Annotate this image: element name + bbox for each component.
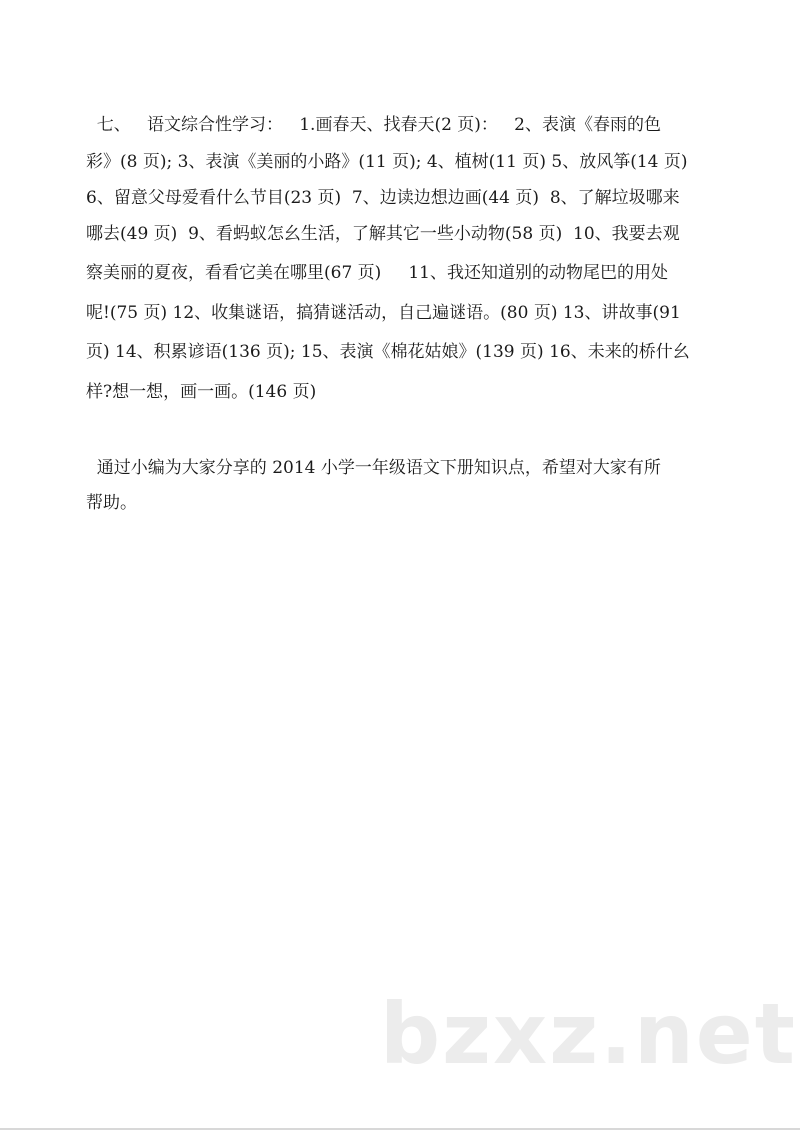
- section7-line: 页) 14、积累谚语(136 页); 15、表演《棉花姑娘》(139 页) 16、未来的桥什幺: [86, 342, 690, 362]
- closing-line: 帮助。: [86, 493, 137, 513]
- section7-line: 样?想一想，画一画。(146 页): [86, 382, 317, 402]
- section7-line: 彩》(8 页); 3、表演《美丽的小路》(11 页); 4、植树(11 页) 5、放风筝(14 页): [86, 152, 688, 172]
- watermark-logo: bzxz.net: [380, 985, 797, 1083]
- section7-line: 七、 语文综合性学习： 1.画春天、找春天(2 页)： 2、表演《春雨的色: [86, 115, 661, 135]
- section7-line: 6、留意父母爱看什么节目(23 页) 7、边读边想边画(44 页) 8、了解垃圾哪来: [86, 188, 680, 208]
- section7-line: 呢!(75 页) 12、收集谜语，搞猜谜活动，自己遍谜语。(80 页) 13、讲故事(91: [86, 303, 681, 323]
- closing-line: 通过小编为大家分享的 2014 小学一年级语文下册知识点，希望对大家有所: [86, 458, 661, 478]
- section7-line: 哪去(49 页) 9、看蚂蚁怎幺生活，了解其它一些小动物(58 页) 10、我要去观: [86, 224, 680, 244]
- section7-line: 察美丽的夏夜，看看它美在哪里(67 页) 11、我还知道别的动物尾巴的用处: [86, 263, 668, 283]
